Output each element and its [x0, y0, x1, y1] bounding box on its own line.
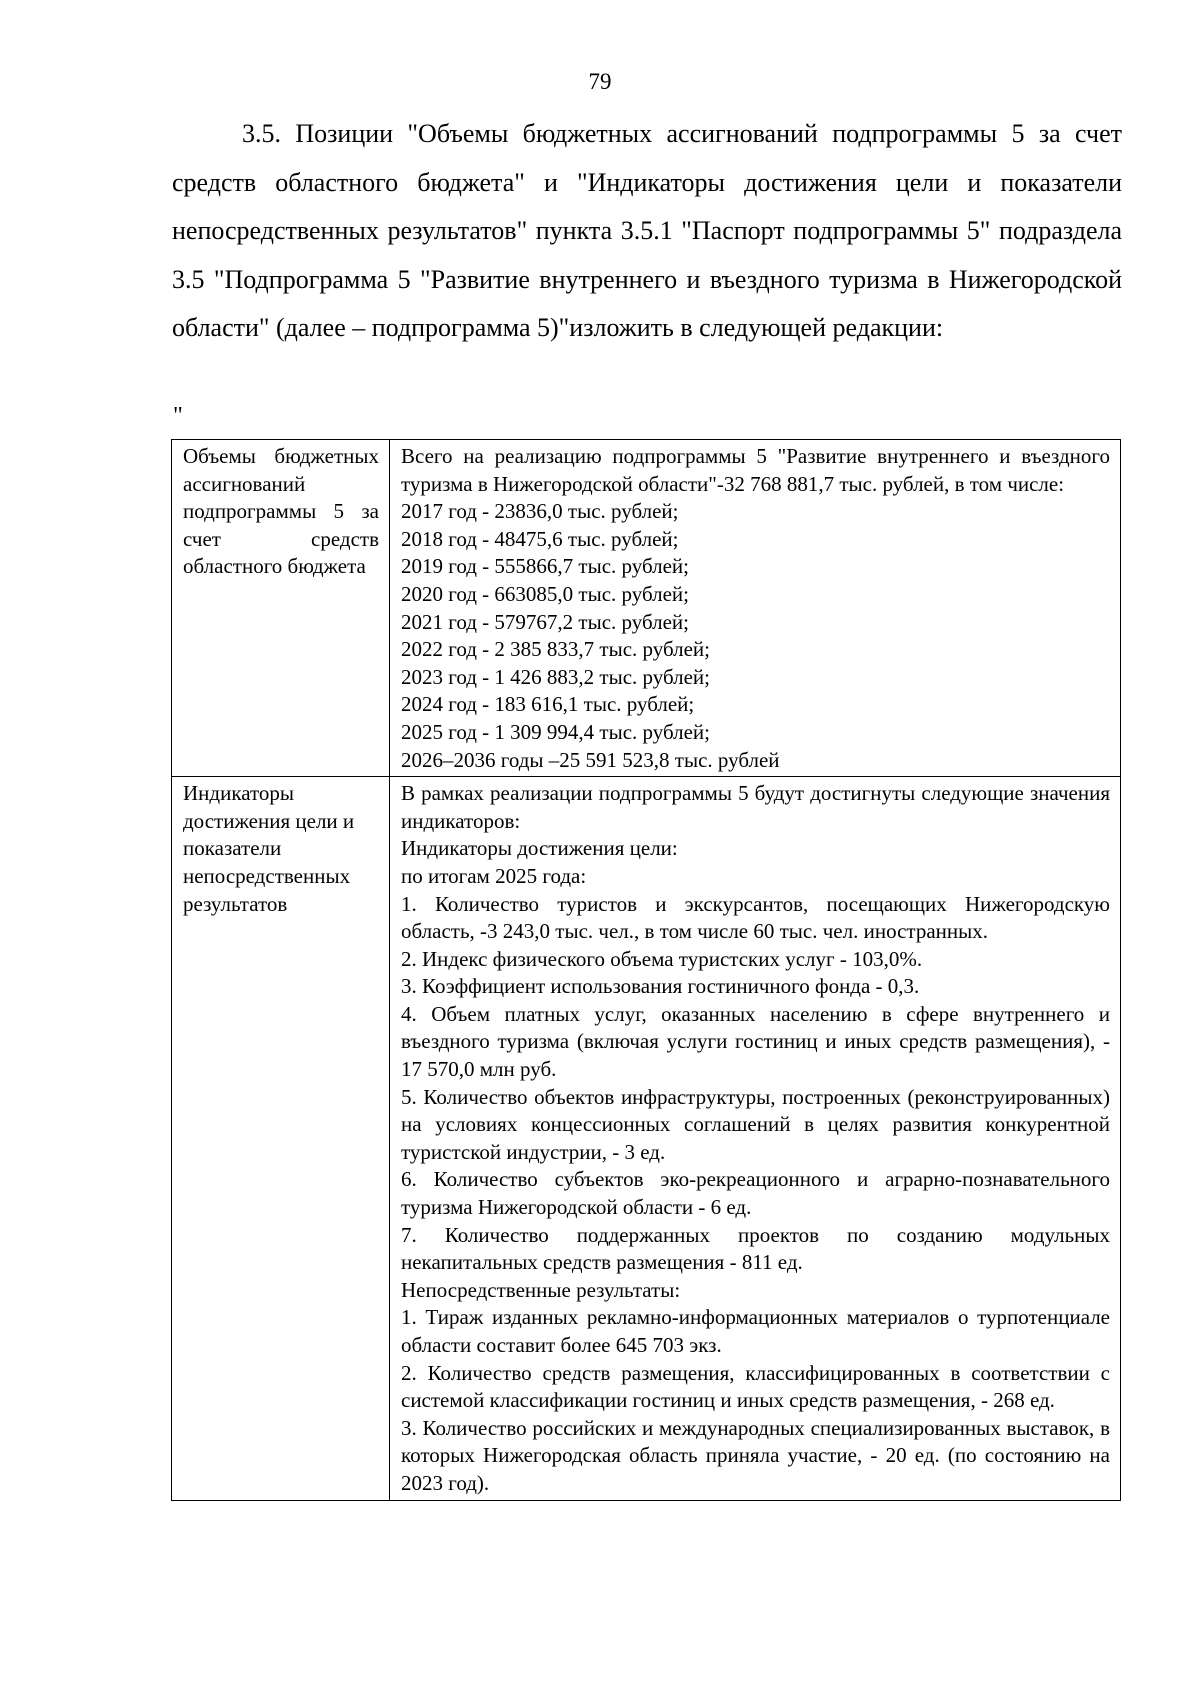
- goal-indicators-heading: Индикаторы достижения цели:: [401, 836, 678, 861]
- budget-year-item: 2022 год - 2 385 833,7 тыс. рублей;: [401, 637, 711, 662]
- indicators-value-cell: [390, 777, 1121, 1500]
- direct-result-item: 2. Количество средств размещения, классифицированных в соответствии с системой классификации гостиниц и иных средств размещения, - 268 ед.: [401, 1360, 1110, 1413]
- direct-results-heading: Непосредственные результаты:: [401, 1277, 681, 1302]
- budget-year-item: 2018 год - 48475,6 тыс. рублей;: [401, 526, 679, 551]
- table-row: [172, 777, 1121, 1500]
- direct-result-item: 1. Тираж изданных рекламно-информационных материалов о турпотенциале области составит более 645 703 экз.: [401, 1305, 1110, 1357]
- indicators-label-cell: [172, 777, 390, 1500]
- goal-indicator-item: 1. Количество туристов и экскурсантов, посещающих Нижегородскую область, -3 243,0 тыс. чел., в том числе 60 тыс. чел. иностранных.: [401, 891, 1110, 944]
- intro-paragraph-text: 3.5. Позиции "Объемы бюджетных ассигнований подпрограммы 5 за счет средств областного бюджета" и "Индикаторы достижения цели и показатели непосредственных результатов" пункта 3.5.1 "Паспорт подпрограммы 5" подраздела 3.5 "Подпрограмма 5 "Развитие внутреннего и въездного туризма в Нижегородской области" (далее – подпрограмма 5)"изложить в следующей редакции:: [172, 119, 1122, 342]
- goal-indicator-item: 3. Коэффициент использования гостиничного фонда - 0,3.: [401, 974, 920, 999]
- goal-indicator-item: 5. Количество объектов инфраструктуры, построенных (реконструированных) на условиях концессионных соглашений в целях развития конкурентной туристской индустрии, - 3 ед.: [401, 1084, 1110, 1164]
- budget-year-item: 2021 год - 579767,2 тыс. рублей;: [401, 609, 690, 634]
- goal-indicator-item: 7. Количество поддержанных проектов по созданию модульных некапитальных средств размещения - 811 ед.: [401, 1222, 1110, 1275]
- budget-year-item: 2024 год - 183 616,1 тыс. рублей;: [401, 692, 695, 717]
- table-row: [172, 440, 1121, 777]
- budget-year-item: 2026–2036 годы –25 591 523,8 тыс. рублей: [401, 747, 780, 772]
- goal-indicator-item: 2. Индекс физического объема туристских услуг - 103,0%.: [401, 946, 923, 971]
- budget-total-text: Всего на реализацию подпрограммы 5 "Развитие внутреннего и въездного туризма в Нижегородской области"-32 768 881,7 тыс. рублей, в том числе:: [401, 444, 1110, 496]
- budget-year-item: 2020 год - 663085,0 тыс. рублей;: [401, 581, 690, 606]
- indicators-label: Индикаторы достижения цели и показатели непосредственных результатов: [183, 781, 355, 916]
- direct-result-item: 3. Количество российских и международных специализированных выставок, в которых Нижегородская область приняла участие, - 20 ед. (по состоянию на 2023 год).: [401, 1415, 1110, 1495]
- budget-year-item: 2023 год - 1 426 883,2 тыс. рублей;: [401, 664, 711, 689]
- budget-year-item: 2017 год - 23836,0 тыс. рублей;: [401, 499, 679, 524]
- page-number: 79: [588, 69, 612, 94]
- subprogram-passport-table: [171, 439, 1121, 1501]
- budget-year-item: 2019 год - 555866,7 тыс. рублей;: [401, 554, 690, 579]
- budget-label-cell: [172, 440, 390, 777]
- opening-quote-mark: ": [173, 403, 183, 429]
- budget-label: Объемы бюджетных ассигнований подпрограммы 5 за счет средств областного бюджета: [183, 444, 379, 579]
- budget-year-item: 2025 год - 1 309 994,4 тыс. рублей;: [401, 719, 711, 744]
- goal-indicator-item: 6. Количество субъектов эко-рекреационного и аграрно-познавательного туризма Нижегородской области - 6 ед.: [401, 1167, 1110, 1220]
- goal-period: по итогам 2025 года:: [401, 863, 587, 888]
- goal-indicator-item: 4. Объем платных услуг, оказанных населению в сфере внутреннего и въездного туризма (включая услуги гостиниц и иных средств размещения), - 17 570,0 млн руб.: [401, 1001, 1110, 1082]
- budget-value-cell: [390, 440, 1121, 777]
- intro-paragraph: [172, 110, 1122, 353]
- indicators-intro: В рамках реализации подпрограммы 5 будут достигнуты следующие значения индикаторов:: [401, 781, 1110, 833]
